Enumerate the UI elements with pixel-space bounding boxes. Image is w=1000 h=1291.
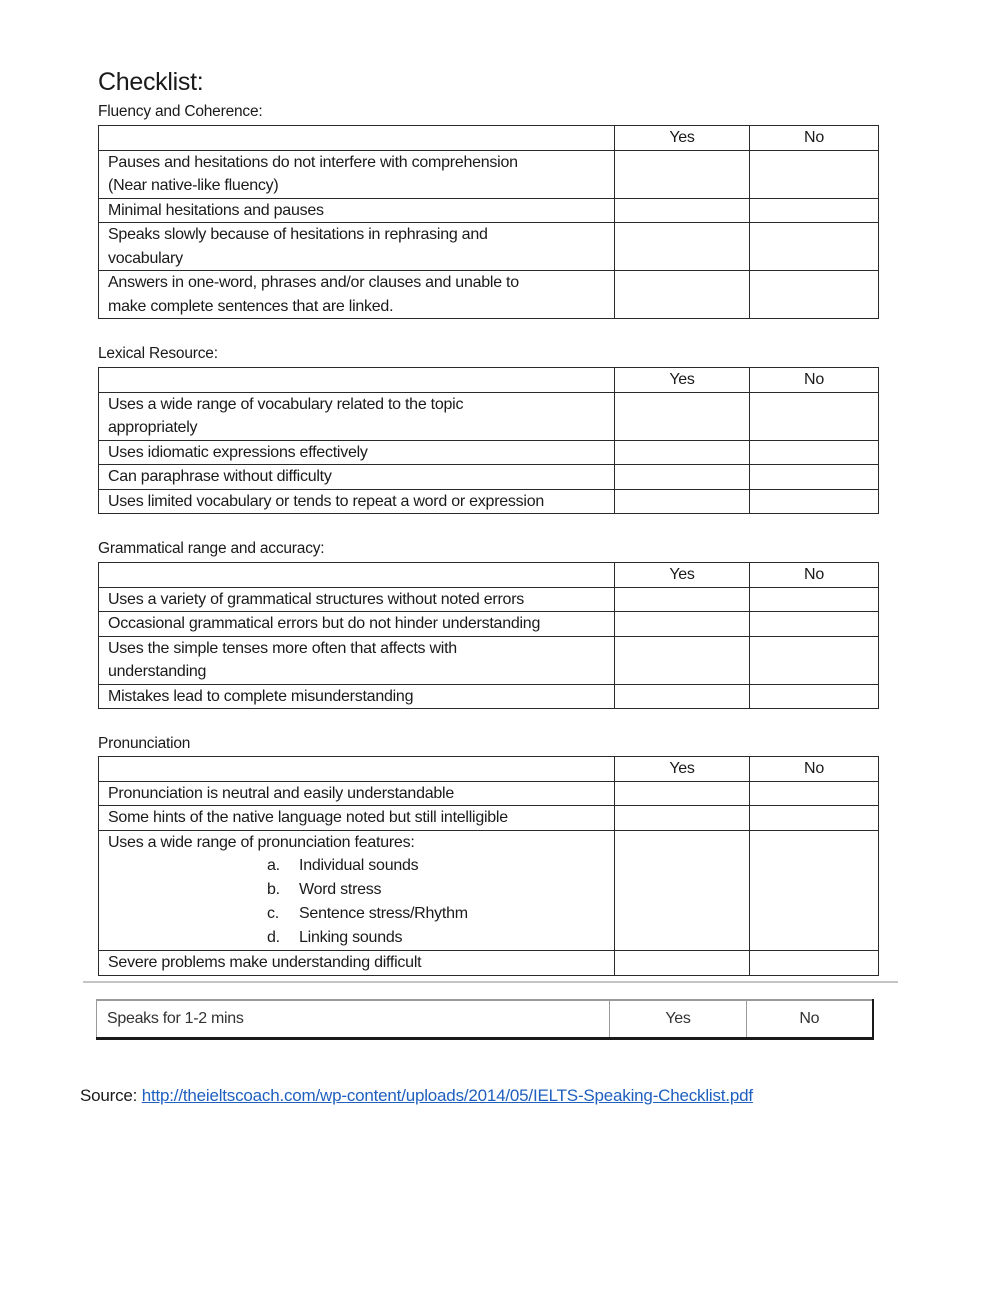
criterion-text: Uses a wide range of vocabulary related to the topic [108, 395, 464, 413]
criterion-cell: Uses idiomatic expressions effectively [99, 440, 615, 465]
no-column-header: No [750, 368, 879, 393]
table-row [99, 392, 879, 440]
speaking-duration-table [96, 999, 874, 1040]
criterion-cell [99, 830, 615, 951]
yes-checkbox-cell[interactable] [615, 830, 750, 951]
yes-column-header: Yes [615, 563, 750, 588]
yes-checkbox-cell[interactable] [615, 150, 750, 198]
table-row [99, 951, 879, 976]
criterion-cell [99, 392, 615, 440]
criterion-text: make complete sentences that are linked. [108, 297, 394, 315]
yes-checkbox-cell[interactable] [615, 223, 750, 271]
criterion-text: vocabulary [108, 249, 183, 267]
criterion-header-cell [99, 757, 615, 782]
table-row [99, 806, 879, 831]
yes-checkbox-cell[interactable] [615, 198, 750, 223]
criterion-text: appropriately [108, 419, 198, 436]
lexical-checklist-table [98, 367, 879, 514]
no-checkbox-cell[interactable] [750, 271, 879, 319]
no-checkbox-cell[interactable] [750, 636, 879, 684]
no-column-header: No [750, 757, 879, 782]
list-item [267, 902, 614, 926]
criterion-text: (Near native-like fluency) [108, 177, 279, 194]
list-marker: c. [267, 905, 279, 922]
no-checkbox-cell[interactable] [750, 392, 879, 440]
criterion-cell: Mistakes lead to complete misunderstanding [99, 684, 615, 709]
no-option-cell[interactable]: No [747, 1000, 873, 1039]
yes-checkbox-cell[interactable] [615, 951, 750, 976]
table-header-row [99, 126, 879, 151]
table-row [99, 198, 879, 223]
yes-checkbox-cell[interactable] [615, 636, 750, 684]
list-item [267, 854, 614, 878]
table-row [99, 587, 879, 612]
no-checkbox-cell[interactable] [750, 489, 879, 514]
yes-checkbox-cell[interactable] [615, 612, 750, 637]
no-checkbox-cell[interactable] [750, 612, 879, 637]
page-title: Checklist: [98, 68, 204, 96]
list-marker: b. [267, 881, 280, 898]
criterion-header-cell [99, 126, 615, 151]
section-title-grammar: Grammatical range and accuracy: [98, 540, 325, 557]
criterion-cell: Occasional grammatical errors but do not hinder understanding [99, 612, 615, 637]
criterion-cell [99, 636, 615, 684]
no-checkbox-cell[interactable] [750, 440, 879, 465]
list-item-text: Linking sounds [299, 929, 403, 946]
criterion-cell [99, 150, 615, 198]
list-item [267, 878, 614, 902]
table-header-row [99, 563, 879, 588]
yes-checkbox-cell[interactable] [615, 684, 750, 709]
yes-checkbox-cell[interactable] [615, 806, 750, 831]
criterion-cell: Minimal hesitations and pauses [99, 198, 615, 223]
table-row [99, 440, 879, 465]
criterion-text: Uses a wide range of pronunciation features: [108, 833, 415, 851]
table-row [99, 830, 879, 951]
no-checkbox-cell[interactable] [750, 223, 879, 271]
yes-column-header: Yes [615, 368, 750, 393]
yes-checkbox-cell[interactable] [615, 781, 750, 806]
table-row [99, 465, 879, 490]
fluency-checklist-table [98, 125, 879, 319]
table-row [99, 223, 879, 271]
criterion-text: Uses the simple tenses more often that affects with [108, 639, 457, 657]
source-citation [80, 1085, 753, 1107]
no-checkbox-cell[interactable] [750, 198, 879, 223]
no-checkbox-cell[interactable] [750, 587, 879, 612]
source-link[interactable]: http://theieltscoach.com/wp-content/uploads/2014/05/IELTS-Speaking-Checklist.pdf [141, 1086, 753, 1105]
list-item-text: Individual sounds [299, 857, 419, 874]
yes-checkbox-cell[interactable] [615, 271, 750, 319]
section-title-pronunciation: Pronunciation [98, 735, 191, 752]
criterion-cell: Can paraphrase without difficulty [99, 465, 615, 490]
criterion-cell [99, 223, 615, 271]
yes-checkbox-cell[interactable] [615, 392, 750, 440]
section-title-lexical: Lexical Resource: [98, 345, 218, 362]
yes-checkbox-cell[interactable] [615, 587, 750, 612]
no-checkbox-cell[interactable] [750, 806, 879, 831]
table-row [99, 636, 879, 684]
no-column-header: No [750, 126, 879, 151]
yes-column-header: Yes [615, 126, 750, 151]
no-checkbox-cell[interactable] [750, 684, 879, 709]
criterion-text: Speaks slowly because of hesitations in rephrasing and [108, 226, 488, 243]
criterion-cell: Some hints of the native language noted but still intelligible [99, 806, 615, 831]
criterion-cell: Uses a variety of grammatical structures without noted errors [99, 587, 615, 612]
horizontal-divider [83, 981, 898, 983]
section-title-fluency: Fluency and Coherence: [98, 103, 263, 120]
pronunciation-features-list [108, 854, 614, 950]
criterion-cell [99, 271, 615, 319]
pronunciation-checklist-table [98, 756, 879, 976]
no-checkbox-cell[interactable] [750, 465, 879, 490]
yes-checkbox-cell[interactable] [615, 465, 750, 490]
yes-option-cell[interactable]: Yes [610, 1000, 747, 1039]
grammar-checklist-table [98, 562, 879, 709]
table-row [99, 150, 879, 198]
table-row [99, 489, 879, 514]
source-label: Source: [80, 1086, 138, 1105]
yes-checkbox-cell[interactable] [615, 440, 750, 465]
table-row [99, 271, 879, 319]
criterion-cell: Speaks for 1-2 mins [97, 1000, 610, 1039]
yes-column-header: Yes [615, 757, 750, 782]
criterion-header-cell [99, 563, 615, 588]
criterion-cell: Pronunciation is neutral and easily understandable [99, 781, 615, 806]
no-column-header: No [750, 563, 879, 588]
table-header-row [99, 757, 879, 782]
no-checkbox-cell[interactable] [750, 150, 879, 198]
table-row [99, 612, 879, 637]
criterion-cell: Severe problems make understanding difficult [99, 951, 615, 976]
yes-checkbox-cell[interactable] [615, 489, 750, 514]
table-row [99, 684, 879, 709]
table-header-row [99, 368, 879, 393]
criterion-text: Answers in one-word, phrases and/or clauses and unable to [108, 274, 519, 291]
criterion-text: Pauses and hesitations do not interfere with comprehension [108, 153, 518, 171]
criterion-text: understanding [108, 663, 207, 680]
list-marker: d. [267, 929, 280, 946]
no-checkbox-cell[interactable] [750, 830, 879, 951]
criterion-header-cell [99, 368, 615, 393]
list-marker: a. [267, 857, 280, 874]
list-item-text: Sentence stress/Rhythm [299, 905, 468, 922]
no-checkbox-cell[interactable] [750, 951, 879, 976]
table-row [99, 781, 879, 806]
criterion-cell: Uses limited vocabulary or tends to repeat a word or expression [99, 489, 615, 514]
list-item-text: Word stress [299, 881, 382, 898]
table-row [97, 1000, 873, 1039]
list-item [267, 926, 614, 950]
no-checkbox-cell[interactable] [750, 781, 879, 806]
